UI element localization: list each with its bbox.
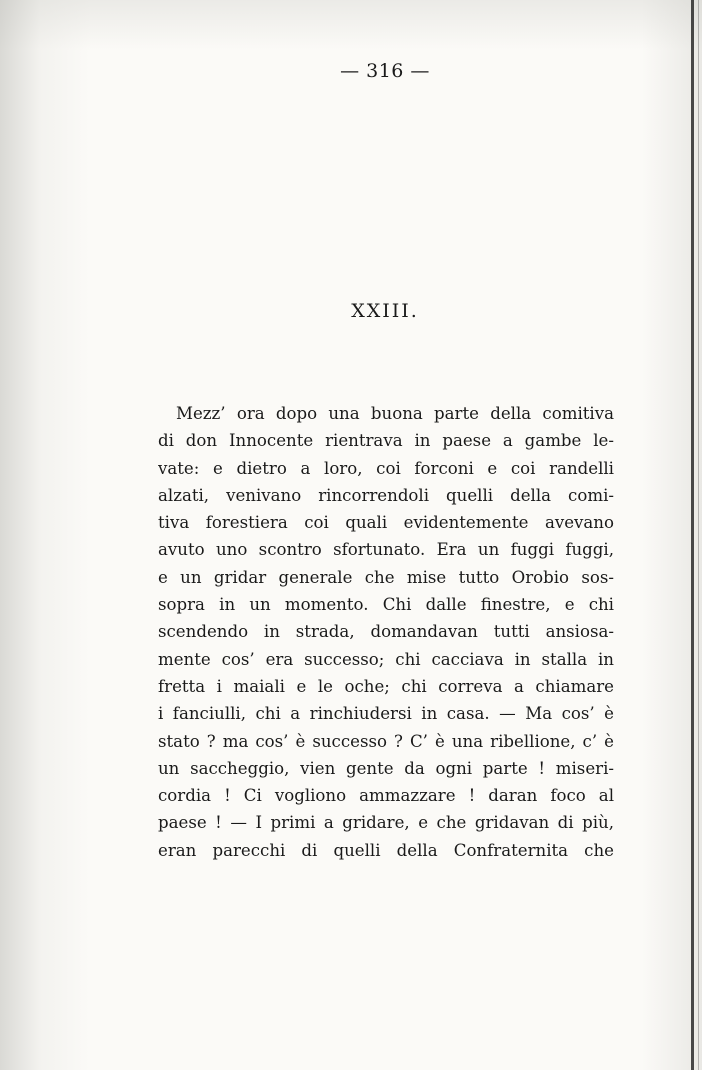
text-line: paese ! — I primi a gridare, e che gridavan di più, [158, 813, 614, 833]
text-line: cordia ! Ci vogliono ammazzare ! daran foco al [158, 786, 614, 806]
text-line: sopra in un momento. Chi dalle finestre, e chi [158, 595, 614, 615]
text-line: Mezz’ ora dopo una buona parte della comitiva [176, 404, 614, 423]
body-text [158, 400, 614, 864]
text-line: di don Innocente rientrava in paese a gambe le- [158, 431, 614, 451]
text-line: e un gridar generale che mise tutto Orobio sos- [158, 567, 614, 587]
text-line: stato ? ma cos’ è successo ? C’ è una ribellione, c’ è [158, 731, 614, 751]
text-line: scendendo in strada, domandavan tutti ansiosa- [158, 622, 614, 642]
text-line: tiva forestiera coi quali evidentemente avevano [158, 513, 614, 533]
text-line: alzati, venivano rincorrendoli quelli della comi- [158, 485, 614, 505]
page-edge-line [698, 0, 699, 1070]
text-line: un saccheggio, vien gente da ogni parte ! miseri- [158, 758, 614, 778]
text-line: eran parecchi di quelli della Confraternita che [158, 840, 614, 860]
text-line: avuto uno scontro sfortunato. Era un fuggi fuggi, [158, 540, 614, 560]
page-edge-shadow [691, 0, 694, 1070]
text-line: mente cos’ era successo; chi cacciava in stalla in [158, 649, 614, 669]
chapter-heading: XXIII. [351, 300, 419, 322]
page-number: — 316 — [340, 60, 430, 82]
text-line: fretta i maiali e le oche; chi correva a chiamare [158, 676, 614, 696]
text-line: i fanciulli, chi a rinchiudersi in casa. — Ma cos’ è [158, 704, 614, 724]
text-line: vate: e dietro a loro, coi forconi e coi randelli [158, 458, 614, 478]
